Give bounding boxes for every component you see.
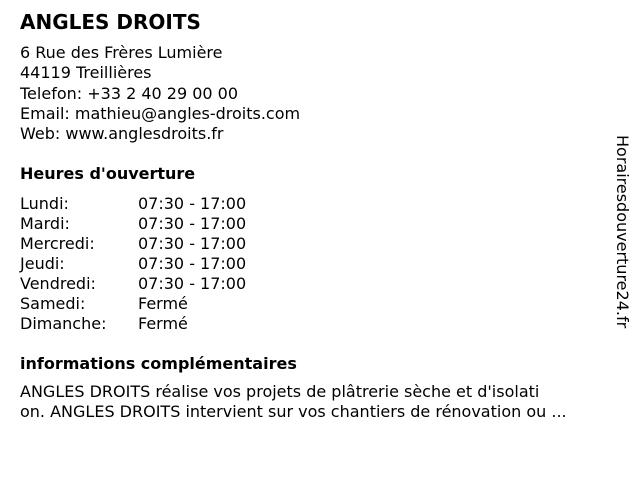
hours-heading: Heures d'ouverture (20, 164, 196, 183)
hours-day: Lundi: (20, 194, 69, 213)
address-line-2: 44119 Treillières (20, 63, 152, 82)
description-line-1: ANGLES DROITS réalise vos projets de plâtrerie sèche et d'isolati (20, 382, 540, 401)
hours-time: 07:30 - 17:00 (138, 274, 247, 293)
hours-day: Mercredi: (20, 234, 95, 253)
hours-day: Mardi: (20, 214, 70, 233)
address-line-1: 6 Rue des Frères Lumière (20, 43, 223, 62)
business-name: ANGLES DROITS (20, 10, 201, 34)
description-line-2: on. ANGLES DROITS intervient sur vos chantiers de rénovation ou ... (20, 402, 567, 421)
hours-time: 07:30 - 17:00 (138, 194, 247, 213)
hours-time: Fermé (138, 294, 188, 313)
description-text (20, 382, 567, 422)
email-line: Email: mathieu@angles-droits.com (20, 104, 301, 123)
hours-time: 07:30 - 17:00 (138, 214, 247, 233)
hours-day: Jeudi: (20, 254, 65, 273)
info-heading: informations complémentaires (20, 354, 297, 373)
hours-day: Samedi: (20, 294, 86, 313)
hours-time: 07:30 - 17:00 (138, 234, 247, 253)
phone-line: Telefon: +33 2 40 29 00 00 (20, 84, 239, 103)
hours-day: Vendredi: (20, 274, 96, 293)
hours-time: Fermé (138, 314, 188, 333)
web-line: Web: www.anglesdroits.fr (20, 124, 224, 143)
site-credit: Horairesdouverture24.fr (613, 135, 632, 329)
hours-time: 07:30 - 17:00 (138, 254, 247, 273)
hours-day: Dimanche: (20, 314, 107, 333)
